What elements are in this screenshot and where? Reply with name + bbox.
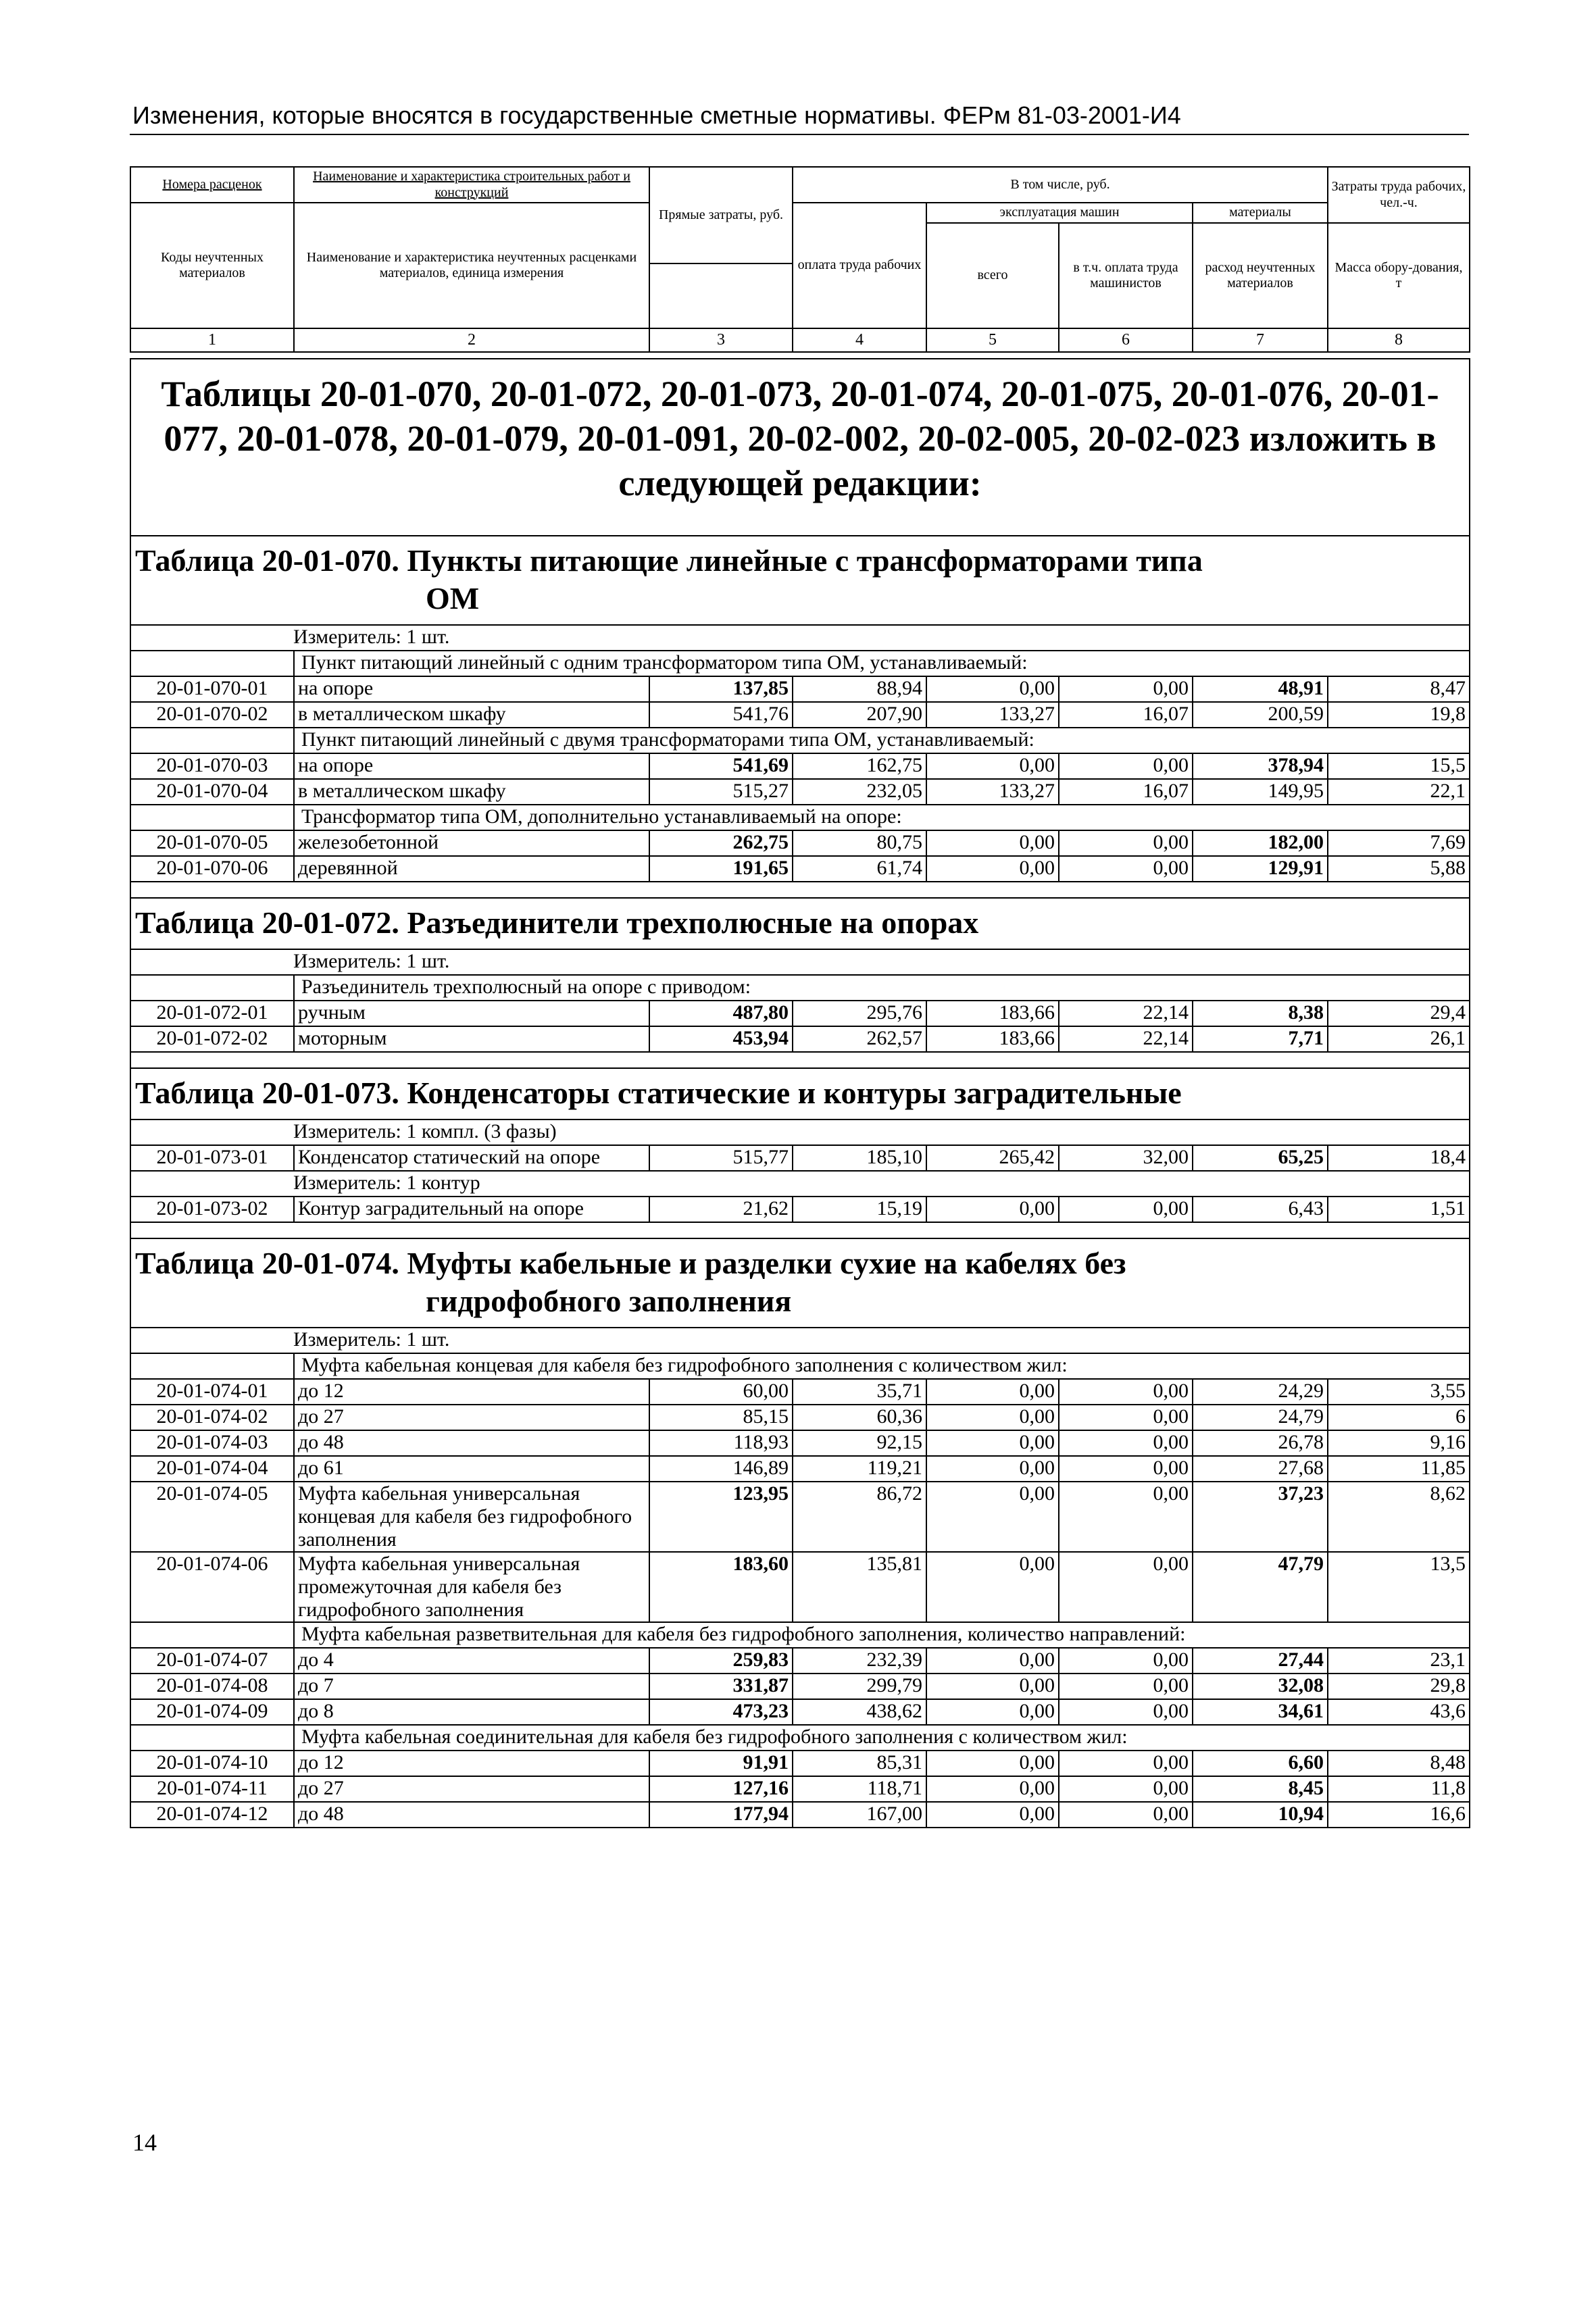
header-rule	[130, 134, 1469, 135]
value-cell: 207,90	[793, 702, 926, 728]
col2-top-label: Наименование и характеристика строительных работ и конструкций	[294, 167, 649, 203]
value-cell: 0,00	[1059, 1699, 1193, 1725]
work-name: до 7	[294, 1674, 649, 1699]
work-name: железобетонной	[294, 830, 649, 856]
value-cell: 6,43	[1193, 1197, 1328, 1222]
value-cell: 118,93	[649, 1430, 793, 1456]
value-cell: 127,16	[649, 1776, 793, 1802]
value-cell: 0,00	[1059, 753, 1193, 779]
col1-top-label: Номера расценок	[130, 167, 294, 203]
value-cell: 47,79	[1193, 1552, 1328, 1622]
value-cell: 22,1	[1328, 779, 1470, 805]
value-cell: 43,6	[1328, 1699, 1470, 1725]
empty-cell	[130, 805, 294, 830]
value-cell: 259,83	[649, 1648, 793, 1674]
rate-code: 20-01-070-01	[130, 676, 294, 702]
value-cell: 541,76	[649, 702, 793, 728]
value-cell: 232,39	[793, 1648, 926, 1674]
page-number: 14	[132, 2129, 157, 2156]
value-cell: 32,00	[1059, 1145, 1193, 1171]
work-name: до 12	[294, 1379, 649, 1405]
value-cell: 23,1	[1328, 1648, 1470, 1674]
value-cell: 3,55	[1328, 1379, 1470, 1405]
spacer	[130, 882, 1470, 898]
value-cell: 48,91	[1193, 676, 1328, 702]
value-cell: 183,66	[926, 1001, 1059, 1026]
value-cell: 26,78	[1193, 1430, 1328, 1456]
empty-cell	[130, 1353, 294, 1379]
value-cell: 80,75	[793, 830, 926, 856]
value-cell: 200,59	[1193, 702, 1328, 728]
rate-code: 20-01-074-11	[130, 1776, 294, 1802]
value-cell: 137,85	[649, 676, 793, 702]
value-cell: 61,74	[793, 856, 926, 882]
value-cell: 0,00	[1059, 1751, 1193, 1776]
value-cell: 149,95	[1193, 779, 1328, 805]
work-name: до 27	[294, 1405, 649, 1430]
work-name: в металлическом шкафу	[294, 779, 649, 805]
value-cell: 0,00	[1059, 856, 1193, 882]
work-name: Контур заградительный на опоре	[294, 1197, 649, 1222]
table-title	[130, 1238, 1470, 1328]
value-cell: 24,79	[1193, 1405, 1328, 1430]
work-name: до 27	[294, 1776, 649, 1802]
value-cell: 13,5	[1328, 1552, 1470, 1622]
rate-code: 20-01-070-05	[130, 830, 294, 856]
work-name: до 48	[294, 1802, 649, 1828]
value-cell: 6	[1328, 1405, 1470, 1430]
machines-label: эксплуатация машин	[926, 203, 1193, 223]
rate-code: 20-01-072-02	[130, 1026, 294, 1052]
value-cell: 232,05	[793, 779, 926, 805]
work-name: деревянной	[294, 856, 649, 882]
value-cell: 0,00	[926, 1456, 1059, 1482]
table-title-line: ОМ	[426, 581, 480, 615]
value-cell: 0,00	[1059, 1482, 1193, 1552]
page-header: Изменения, которые вносятся в государственные сметные нормативы. ФЕРм 81-03-2001-И4	[132, 101, 1181, 129]
col-number: 8	[1328, 328, 1470, 351]
value-cell: 0,00	[926, 856, 1059, 882]
value-cell: 37,23	[1193, 1482, 1328, 1552]
table-title-line: гидрофобного заполнения	[426, 1284, 792, 1318]
table-title	[130, 536, 1470, 625]
rate-code: 20-01-074-04	[130, 1456, 294, 1482]
rate-code: 20-01-073-01	[130, 1145, 294, 1171]
col-number: 5	[926, 328, 1059, 351]
value-cell: 16,07	[1059, 779, 1193, 805]
value-cell: 8,62	[1328, 1482, 1470, 1552]
value-cell: 32,08	[1193, 1674, 1328, 1699]
value-cell: 19,8	[1328, 702, 1470, 728]
rate-code: 20-01-074-10	[130, 1751, 294, 1776]
table-title-line: Таблица 20-01-072. Разъединители трехполюсные на опорах	[135, 905, 979, 940]
value-cell: 26,1	[1328, 1026, 1470, 1052]
measure-unit: Измеритель: 1 шт.	[130, 949, 1470, 975]
intro-heading: Таблицы 20-01-070, 20-01-072, 20-01-073, 20-01-074, 20-01-075, 20-01-076, 20-01-077, 20-01-078, 20-01-079, 20-01-091, 20-02-002, 20-02-005, 20-02-023 изложить в следующей редакции:	[130, 359, 1470, 520]
value-cell: 0,00	[926, 1751, 1059, 1776]
work-name: до 12	[294, 1751, 649, 1776]
value-cell: 146,89	[649, 1456, 793, 1482]
materials-label: материалы	[1193, 203, 1328, 223]
empty-cell	[130, 975, 294, 1001]
value-cell: 85,31	[793, 1751, 926, 1776]
value-cell: 378,94	[1193, 753, 1328, 779]
rate-code: 20-01-070-06	[130, 856, 294, 882]
col7-label: расход неучтенных материалов	[1193, 223, 1328, 328]
value-cell: 0,00	[926, 1552, 1059, 1622]
value-cell: 0,00	[926, 1197, 1059, 1222]
value-cell: 0,00	[926, 753, 1059, 779]
value-cell: 29,8	[1328, 1674, 1470, 1699]
value-cell: 0,00	[926, 1405, 1059, 1430]
value-cell: 123,95	[649, 1482, 793, 1552]
measure-unit: Измеритель: 1 шт.	[130, 1328, 1470, 1353]
value-cell: 183,66	[926, 1026, 1059, 1052]
value-cell: 0,00	[926, 676, 1059, 702]
value-cell: 191,65	[649, 856, 793, 882]
value-cell: 453,94	[649, 1026, 793, 1052]
work-name: на опоре	[294, 753, 649, 779]
value-cell: 295,76	[793, 1001, 926, 1026]
value-cell: 18,4	[1328, 1145, 1470, 1171]
work-name: Муфта кабельная универсальная концевая для кабеля без гидрофобного заполнения	[294, 1482, 649, 1552]
empty-cell	[130, 1725, 294, 1751]
value-cell: 119,21	[793, 1456, 926, 1482]
rate-code: 20-01-074-05	[130, 1482, 294, 1552]
value-cell: 487,80	[649, 1001, 793, 1026]
rates-table	[130, 358, 1470, 1828]
value-cell: 0,00	[926, 1482, 1059, 1552]
work-name: в металлическом шкафу	[294, 702, 649, 728]
value-cell: 0,00	[926, 830, 1059, 856]
work-name: моторным	[294, 1026, 649, 1052]
value-cell: 15,19	[793, 1197, 926, 1222]
value-cell: 0,00	[1059, 1379, 1193, 1405]
value-cell: 29,4	[1328, 1001, 1470, 1026]
value-cell: 65,25	[1193, 1145, 1328, 1171]
rate-code: 20-01-074-12	[130, 1802, 294, 1828]
value-cell: 8,45	[1193, 1776, 1328, 1802]
col-number: 7	[1193, 328, 1328, 351]
work-name: Муфта кабельная универсальная промежуточная для кабеля без гидрофобного заполнения	[294, 1552, 649, 1622]
value-cell: 15,5	[1328, 753, 1470, 779]
rate-code: 20-01-074-09	[130, 1699, 294, 1725]
value-cell: 0,00	[1059, 1648, 1193, 1674]
value-cell: 22,14	[1059, 1001, 1193, 1026]
value-cell: 8,48	[1328, 1751, 1470, 1776]
value-cell: 24,29	[1193, 1379, 1328, 1405]
value-cell: 515,27	[649, 779, 793, 805]
value-cell: 135,81	[793, 1552, 926, 1622]
value-cell: 86,72	[793, 1482, 926, 1552]
value-cell: 16,6	[1328, 1802, 1470, 1828]
col3-label: Прямые затраты, руб.	[649, 167, 793, 263]
empty-cell	[130, 1622, 294, 1648]
rate-code: 20-01-074-08	[130, 1674, 294, 1699]
value-cell: 9,16	[1328, 1430, 1470, 1456]
group-heading: Разъединитель трехполюсный на опоре с приводом:	[294, 975, 1470, 1001]
rate-code: 20-01-070-03	[130, 753, 294, 779]
value-cell: 10,94	[1193, 1802, 1328, 1828]
col2-bottom-label: Наименование и характеристика неучтенных расценками материалов, единица измерения	[294, 203, 649, 328]
col4-label: оплата труда рабочих	[793, 203, 926, 328]
group-heading: Пункт питающий линейный с двумя трансформаторами типа ОМ, устанавливаемый:	[294, 728, 1470, 753]
value-cell: 118,71	[793, 1776, 926, 1802]
value-cell: 515,77	[649, 1145, 793, 1171]
value-cell: 8,47	[1328, 676, 1470, 702]
col-number: 3	[649, 328, 793, 351]
value-cell: 265,42	[926, 1145, 1059, 1171]
group-heading: Муфта кабельная разветвительная для кабеля без гидрофобного заполнения, количество направлений:	[294, 1622, 1470, 1648]
value-cell: 0,00	[1059, 1802, 1193, 1828]
rate-code: 20-01-074-01	[130, 1379, 294, 1405]
value-cell: 185,10	[793, 1145, 926, 1171]
value-cell: 27,68	[1193, 1456, 1328, 1482]
col-number: 1	[130, 328, 294, 351]
value-cell: 5,88	[1328, 856, 1470, 882]
work-name: до 61	[294, 1456, 649, 1482]
value-cell: 129,91	[1193, 856, 1328, 882]
col-number: 6	[1059, 328, 1193, 351]
incl-label: В том числе, руб.	[793, 167, 1328, 203]
work-name: на опоре	[294, 676, 649, 702]
rate-code: 20-01-074-07	[130, 1648, 294, 1674]
value-cell: 0,00	[926, 1674, 1059, 1699]
value-cell: 0,00	[926, 1802, 1059, 1828]
spacer	[130, 1222, 1470, 1238]
value-cell: 0,00	[1059, 830, 1193, 856]
value-cell: 7,69	[1328, 830, 1470, 856]
measure-unit: Измеритель: 1 шт.	[130, 625, 1470, 651]
col5-label: всего	[926, 223, 1059, 328]
value-cell: 262,57	[793, 1026, 926, 1052]
spacer	[130, 520, 1470, 536]
group-heading: Муфта кабельная соединительная для кабеля без гидрофобного заполнения с количеством жил:	[294, 1725, 1470, 1751]
value-cell: 0,00	[1059, 1456, 1193, 1482]
col8-top-label: Затраты труда рабочих, чел.-ч.	[1328, 167, 1470, 223]
value-cell: 262,75	[649, 830, 793, 856]
spacer	[130, 1052, 1470, 1068]
value-cell: 88,94	[793, 676, 926, 702]
col-number: 4	[793, 328, 926, 351]
value-cell: 11,85	[1328, 1456, 1470, 1482]
value-cell: 299,79	[793, 1674, 926, 1699]
empty-cell	[130, 728, 294, 753]
value-cell: 35,71	[793, 1379, 926, 1405]
column-header-table	[130, 166, 1470, 353]
value-cell: 0,00	[1059, 676, 1193, 702]
table-title-line: Таблица 20-01-073. Конденсаторы статические и контуры заградительные	[135, 1076, 1182, 1110]
group-heading: Трансформатор типа ОМ, дополнительно устанавливаемый на опоре:	[294, 805, 1470, 830]
value-cell: 0,00	[1059, 1197, 1193, 1222]
value-cell: 0,00	[926, 1430, 1059, 1456]
table-title	[130, 898, 1470, 949]
value-cell: 91,91	[649, 1751, 793, 1776]
value-cell: 541,69	[649, 753, 793, 779]
value-cell: 85,15	[649, 1405, 793, 1430]
rate-code: 20-01-074-06	[130, 1552, 294, 1622]
value-cell: 0,00	[926, 1776, 1059, 1802]
col8-bottom-label: Масса обору-дования, т	[1328, 223, 1470, 328]
value-cell: 8,38	[1193, 1001, 1328, 1026]
value-cell: 34,61	[1193, 1699, 1328, 1725]
value-cell: 133,27	[926, 702, 1059, 728]
rate-code: 20-01-070-02	[130, 702, 294, 728]
value-cell: 0,00	[1059, 1430, 1193, 1456]
value-cell: 0,00	[926, 1699, 1059, 1725]
rate-code: 20-01-073-02	[130, 1197, 294, 1222]
table-title	[130, 1068, 1470, 1120]
rate-code: 20-01-074-02	[130, 1405, 294, 1430]
work-name: до 4	[294, 1648, 649, 1674]
value-cell: 0,00	[1059, 1776, 1193, 1802]
measure-unit: Измеритель: 1 компл. (3 фазы)	[130, 1120, 1470, 1145]
value-cell: 0,00	[926, 1379, 1059, 1405]
empty-cell	[130, 651, 294, 676]
value-cell: 0,00	[926, 1648, 1059, 1674]
value-cell: 183,60	[649, 1552, 793, 1622]
value-cell: 0,00	[1059, 1674, 1193, 1699]
col6-label: в т.ч. оплата труда машинистов	[1059, 223, 1193, 328]
value-cell: 438,62	[793, 1699, 926, 1725]
value-cell: 473,23	[649, 1699, 793, 1725]
col-number: 2	[294, 328, 649, 351]
value-cell: 133,27	[926, 779, 1059, 805]
value-cell: 167,00	[793, 1802, 926, 1828]
value-cell: 60,00	[649, 1379, 793, 1405]
measure-unit: Измеритель: 1 контур	[130, 1171, 1470, 1197]
group-heading: Муфта кабельная концевая для кабеля без гидрофобного заполнения с количеством жил:	[294, 1353, 1470, 1379]
value-cell: 0,00	[1059, 1405, 1193, 1430]
value-cell: 92,15	[793, 1430, 926, 1456]
value-cell: 0,00	[1059, 1552, 1193, 1622]
col1-bottom-label: Коды неучтенных материалов	[130, 203, 294, 328]
value-cell: 1,51	[1328, 1197, 1470, 1222]
value-cell: 182,00	[1193, 830, 1328, 856]
value-cell: 60,36	[793, 1405, 926, 1430]
value-cell: 331,87	[649, 1674, 793, 1699]
value-cell: 11,8	[1328, 1776, 1470, 1802]
table-title-line: Таблица 20-01-070. Пункты питающие линейные с трансформаторами типа	[135, 543, 1203, 578]
work-name: ручным	[294, 1001, 649, 1026]
table-title-line: Таблица 20-01-074. Муфты кабельные и разделки сухие на кабелях без	[135, 1246, 1126, 1280]
rate-code: 20-01-074-03	[130, 1430, 294, 1456]
value-cell: 16,07	[1059, 702, 1193, 728]
value-cell: 21,62	[649, 1197, 793, 1222]
value-cell: 6,60	[1193, 1751, 1328, 1776]
value-cell: 22,14	[1059, 1026, 1193, 1052]
value-cell: 27,44	[1193, 1648, 1328, 1674]
value-cell: 177,94	[649, 1802, 793, 1828]
value-cell: 7,71	[1193, 1026, 1328, 1052]
rate-code: 20-01-070-04	[130, 779, 294, 805]
rate-code: 20-01-072-01	[130, 1001, 294, 1026]
value-cell: 162,75	[793, 753, 926, 779]
work-name: до 48	[294, 1430, 649, 1456]
group-heading: Пункт питающий линейный с одним трансформатором типа ОМ, устанавливаемый:	[294, 651, 1470, 676]
work-name: до 8	[294, 1699, 649, 1725]
work-name: Конденсатор статический на опоре	[294, 1145, 649, 1171]
